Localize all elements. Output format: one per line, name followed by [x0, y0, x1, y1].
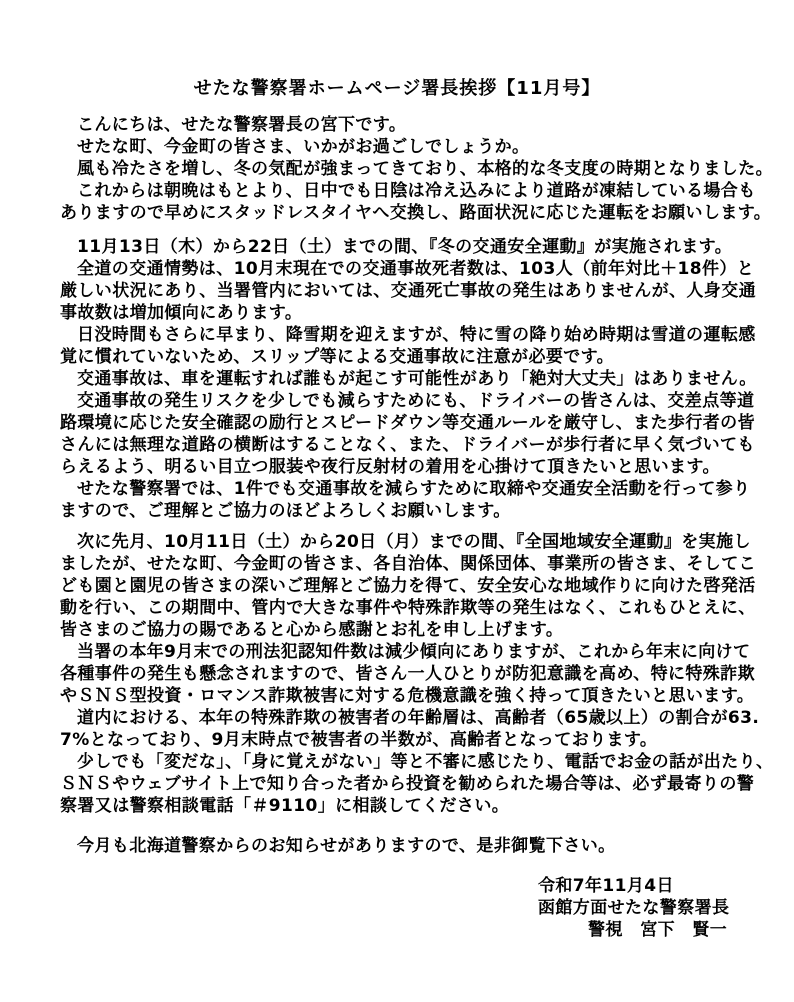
text-line: 覚に慣れていないため、スリップ等による交通事故に注意が必要です。 [60, 347, 615, 367]
text-line: 次に先月、10月11日（土）から20日（月）までの間、『全国地域安全運動』を実施し [77, 532, 751, 552]
text-line: 11月13日（木）から22日（土）までの間、『冬の交通安全運動』が実施されます。 [77, 237, 733, 257]
text-line: 交通事故の発生リスクを少しでも減らすためにも、ドライバーの皆さんは、交差点等道 [77, 391, 755, 411]
text-line: せたな町、今金町の皆さま、いかがお過ごしでしょうか。 [77, 137, 530, 157]
text-line: 事故数は増加傾向にあります。 [60, 303, 303, 323]
text-line: 少しでも「変だな」、「身に覚えがない」等と不審に感じたり、電話でお金の話が出たり、 [77, 752, 774, 772]
text-line: 皆さまのご協力の賜であると心から感謝とお礼を申し上げます。 [60, 620, 564, 640]
text-line: 動を行い、この期間中、管内で大きな事件や特殊詐欺等の発生はなく、これもひとえに、 [60, 598, 756, 618]
signature-date: 令和7年11月4日 [538, 876, 674, 896]
text-line: ありますので早めにスタッドレスタイヤへ交換し、路面状況に応じた運転をお願いします。 [60, 203, 772, 223]
block-community-safety [60, 531, 774, 817]
text-line: 厳しい状況にあり、当署管内においては、交通死亡事故の発生はありませんが、人身交通 [60, 281, 756, 301]
text-line: こんにちは、せたな警察署長の宮下です。 [77, 115, 407, 135]
text-line: せたな警察署では、1件でも交通事故を減らすために取締や交通安全活動を行って参り [77, 479, 751, 499]
text-line: 各種事件の発生も懸念されますので、皆さん一人ひとりが防犯意識を高め、特に特殊詐欺 [60, 664, 755, 684]
text-line: 今月も北海道警察からのお知らせがありますので、是非御覧下さい。 [77, 836, 616, 856]
signature-name: 警視 宮下 賢一 [588, 920, 728, 940]
text-line: 交通事故は、車を運転すれば誰もが起こす可能性があり「絶対大丈夫」はありません。 [77, 369, 757, 389]
text-line: ましたが、せたな町、今金町の皆さま、各自治体、関係団体、事業所の皆さま、そしてこ [60, 554, 756, 574]
text-line: 7%となっており、9月末時点で被害者の半数が、高齢者となっております。 [60, 730, 658, 750]
block-greeting [60, 114, 773, 224]
text-line: 路環境に応じた安全確認の励行とスピードダウン等交通ルールを厳守し、また歩行者の皆 [60, 413, 755, 433]
text-line: 日没時間もさらに早まり、降雪期を迎えますが、特に雪の降り始め時期は雪道の運転感 [77, 325, 756, 345]
block-closing [60, 835, 738, 857]
text-line: ども園と園児の皆さまの深いご理解とご協力を得て、安全安心な地域作りに向けた啓発活 [60, 576, 756, 596]
text-line: さんには無理な道路の横断はすることなく、また、ドライバーが歩行者に早く気づいても [60, 435, 755, 455]
text-line: 当署の本年9月末での刑法犯認知件数は減少傾向にありますが、これから年末に向けて [77, 642, 751, 662]
signature-block [538, 875, 794, 941]
text-line: 全道の交通情勢は、10月末現在での交通事故死者数は、103人（前年対比＋18件）と [77, 259, 755, 279]
letter-body [0, 100, 794, 857]
text-line: これからは朝晩はもとより、日中でも日陰は冷え込みにより道路が凍結している場合も [77, 181, 756, 201]
page-title: せたな警察署ホームページ署長挨拶【11月号】 [193, 78, 601, 99]
text-line: やＳＮＳ型投資・ロマンス詐欺被害に対する危機意識を強く持って頂きたいと思います。 [60, 686, 755, 706]
text-line: 風も冷たさを増し、冬の気配が強まってきており、本格的な冬支度の時期となりました。 [77, 159, 773, 179]
signature-office: 函館方面せたな警察署長 [538, 898, 730, 918]
text-line: ますので、ご理解とご協力のほどよろしくお願いします。 [60, 501, 511, 521]
text-line: ＳＮＳやウェブサイト上で知り合った者から投資を勧められた場合等は、必ず最寄りの警 [60, 774, 755, 794]
block-traffic-safety [60, 236, 757, 522]
text-line: 察署又は警察相談電話「＃9110」に相談してください。 [60, 796, 510, 816]
text-line: らえるよう、明るい目立つ服装や夜行反射材の着用を心掛けて頂きたいと思います。 [60, 457, 720, 477]
text-line: 道内における、本年の特殊詐欺の被害者の年齢層は、高齢者（65歳以上）の割合が63. [77, 708, 760, 728]
